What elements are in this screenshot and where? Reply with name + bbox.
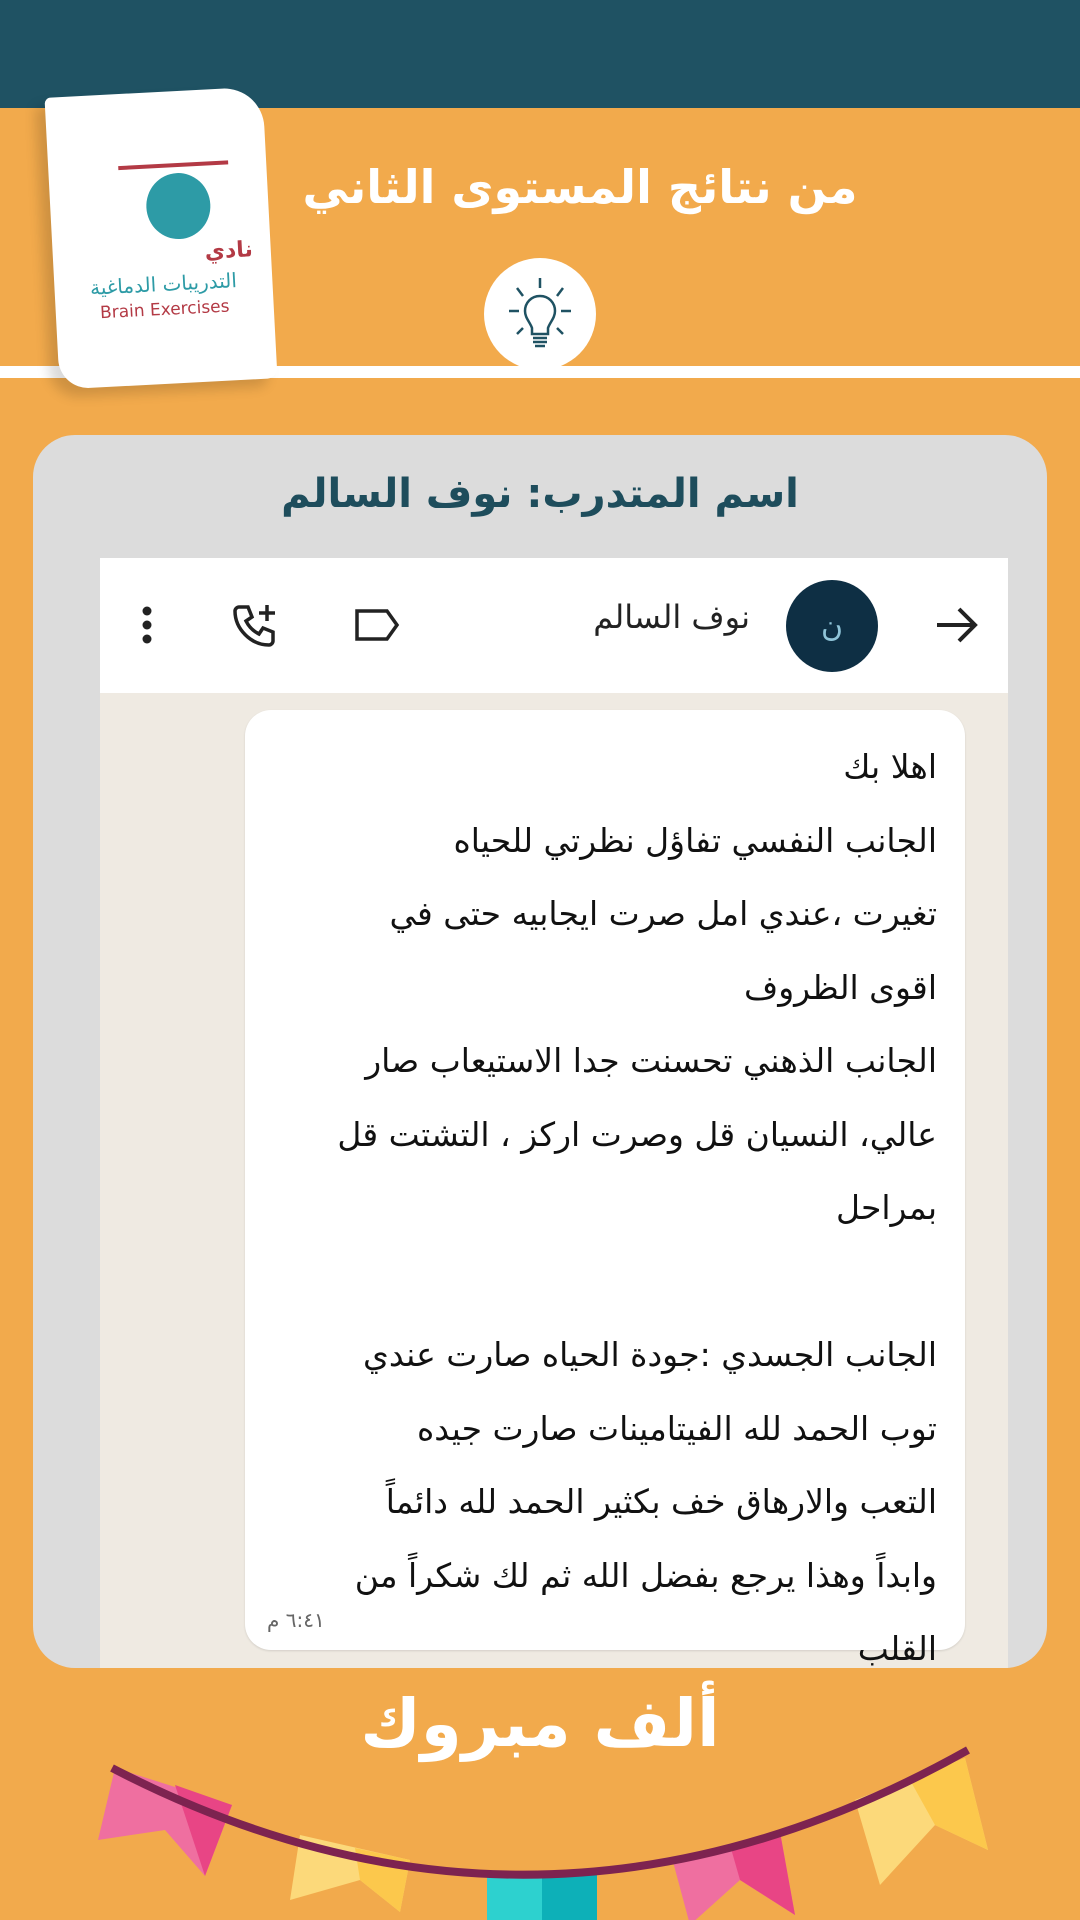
chat-screenshot [100, 558, 1008, 1668]
message-line: القلب [857, 1629, 937, 1668]
message-time: ٦:٤١ م [267, 1608, 325, 1632]
congrats-text: ألف مبروك [360, 1685, 720, 1762]
label-icon[interactable] [350, 598, 404, 652]
message-line: بمراحل [835, 1188, 937, 1227]
logo-text: التدريبات الدماغية [89, 268, 238, 300]
more-options-icon[interactable] [120, 598, 174, 652]
message-line: عالي، النسيان قل وصرت اركز ، التشتت قل [337, 1114, 937, 1154]
message-line: الجانب الجسدي :جودة الحياه صارت عندي [363, 1335, 937, 1374]
brain-icon [145, 171, 212, 240]
page-title: من نتائج المستوى الثاني [302, 160, 858, 214]
avatar[interactable]: ن [786, 580, 878, 672]
message-line [275, 1245, 937, 1319]
logo-text: نادي [204, 237, 254, 265]
bunting-flag [98, 1768, 232, 1876]
add-call-icon[interactable] [228, 598, 282, 652]
logo-text: Brain Exercises [99, 296, 230, 324]
message-line: اهلا بك [843, 747, 937, 786]
message-line: توب الحمد لله الفيتامينات صارت جيده [417, 1408, 937, 1448]
message-line: الجانب الذهني تحسنت جدا الاستيعاب صار [365, 1041, 937, 1080]
message-line: الجانب النفسي تفاؤل نظرتي للحياه [453, 820, 937, 860]
chat-header [100, 558, 1008, 693]
trainee-name-title: اسم المتدرب: نوف السالم [281, 471, 799, 517]
barbell-icon [118, 160, 228, 170]
message-bubble [245, 710, 965, 1668]
lightbulb-icon [484, 258, 596, 370]
trainee-card [33, 435, 1047, 1668]
bunting-decoration [0, 1730, 1080, 1920]
back-arrow-icon[interactable] [930, 598, 984, 652]
bunting-string [112, 1750, 968, 1875]
brain-exercises-logo [45, 86, 278, 389]
message-line: تغيرت ،عندي امل صرت ايجابيه حتى في [389, 894, 937, 933]
contact-name: نوف السالم [593, 598, 750, 636]
message-line: اقوى الظروف [744, 967, 937, 1007]
message-line: وابداً وهذا يرجع بفضل الله ثم لك شكراً من [354, 1555, 937, 1595]
bunting-flag [487, 1872, 597, 1920]
message-line: التعب والارهاق خف بكثير الحمد لله دائماً [385, 1482, 937, 1521]
